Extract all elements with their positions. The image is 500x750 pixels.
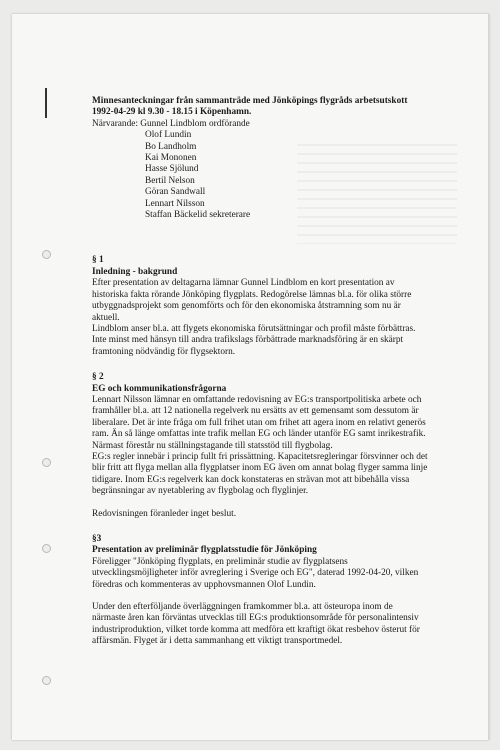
punch-hole	[42, 250, 51, 259]
paragraph: Redovisningen föranleder inget beslut.	[92, 508, 237, 519]
attendee-name: Staffan Bäckelid sekreterare	[145, 210, 251, 221]
attendee-first-row	[92, 119, 428, 130]
attendee-name: Hasse Sjölund	[145, 164, 199, 175]
title-line-2: 1992-04-29 kl 9.30 - 18.15 i Köpenhamn.	[92, 107, 252, 118]
paragraph-gap	[92, 498, 428, 509]
section-number: § 2	[92, 372, 104, 383]
attendee-name: Bertil Nelson	[145, 175, 195, 186]
paragraph: Lindblom anser bl.a. att flygets ekonomiska förutsättningar och profil måste förbättras. Inte minst med hänsyn till andra trafikslags förbättrade marknadsföring är en skärpt framtoning nödvändig för flygsektorn.	[92, 323, 416, 357]
margin-pen-mark	[45, 88, 47, 118]
section-number: § 1	[92, 255, 104, 266]
attendee-name: Lennart Nilsson	[145, 198, 205, 209]
section-title: Inledning - bakgrund	[92, 266, 178, 277]
present-label: Närvarande:	[92, 118, 138, 129]
punch-hole	[42, 676, 51, 685]
attendee-name: Göran Sandwall	[145, 187, 206, 198]
section-1	[92, 255, 428, 358]
section-title: EG och kommunikationsfrågorna	[92, 383, 227, 394]
section-2	[92, 372, 428, 520]
document-body	[92, 96, 428, 648]
attendee-list	[92, 130, 428, 221]
paragraph-gap	[92, 591, 428, 602]
attendee-name: Kai Mononen	[145, 153, 197, 164]
attendee-name: Gunnel Lindblom ordförande	[140, 118, 250, 129]
document-title	[92, 96, 428, 119]
title-line-1: Minnesanteckningar från sammanträde med Jönköpings flygråds arbetsutskott	[92, 96, 408, 106]
attendees-block	[92, 119, 428, 222]
paragraph: EG:s regler innebär i princip fullt fri prissättning. Kapacitetsregleringar försvinner och det blir fritt att flyga mellan alla flygplatser inom EG även om annat bolag flyger samma linje tidigare. Inom EG:s regelverk kan dock konstateras en strävan mot att bibehålla vissa begränsningar av nyetablering av flygbolag och flyglinjer.	[92, 451, 428, 497]
section-number: §3	[92, 534, 102, 544]
attendee-name: Olof Lundin	[145, 130, 192, 141]
paragraph: Föreligger "Jönköping flygplats, en preliminär studie av flygplatsens utvecklingsmöjligheter inför avreglering i Sverige och EG", daterad 1992-04-20, vilken föredras och kommenteras av upphovsmannen Olof Lundin.	[92, 556, 419, 590]
attendee-name: Bo Landholm	[145, 141, 197, 152]
paragraph: Närmast förestår nu ställningstagande till statsstöd till flygbolag.	[92, 440, 333, 451]
section-title: Presentation av preliminär flygplatsstudie för Jönköping	[92, 545, 317, 556]
punch-hole	[42, 458, 51, 467]
paragraph: Lennart Nilsson lämnar en omfattande redovisning av EG:s transportpolitiska arbete och framhåller bl.a. att 12 nationella regelverk nu ersätts av ett gemensamt som dessutom är liberalare. Det är inte fråga om full frihet utan om frihet att agera inom en relativt generös ram. Än så länge omfattas inte trafik mellan EG och länder utanför EG samt inrikestrafik.	[92, 394, 426, 440]
punch-hole	[42, 544, 51, 553]
paragraph: Efter presentation av deltagarna lämnar Gunnel Lindblom en kort presentation av historiska fakta rörande Jönköping flygplats. Redogörelse lämnas bl.a. för olika större utbyggnadsprojekt som genomförts och för den ekonomiska åtstramning som nu är aktuell.	[92, 278, 412, 323]
section-3	[92, 534, 428, 648]
paragraph: Under den efterföljande överläggningen framkommer bl.a. att östeuropa inom de närmaste åren kan förväntas utvecklas till EG:s produktionsområde för personalintensiv industriproduktion, vilket torde komma att medföra ett kraftigt ökat resbehov österut för affärsmän. Flyget är i detta sammanhang ett viktigt transportmedel.	[92, 602, 420, 647]
